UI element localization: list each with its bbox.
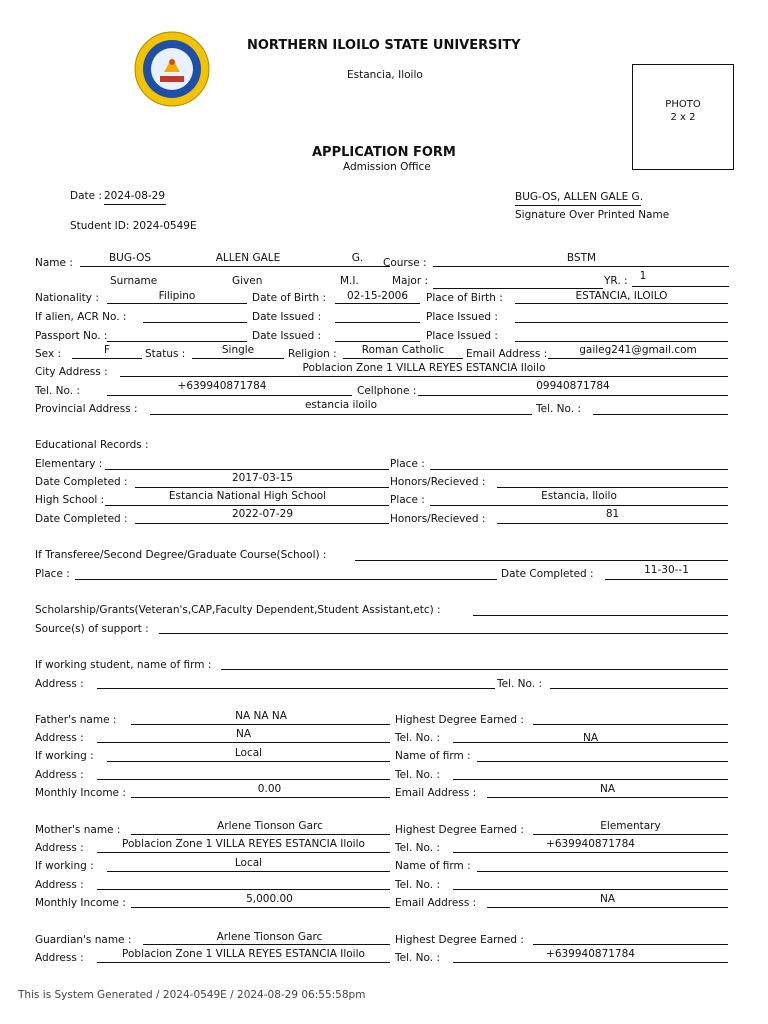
course-value: BSTM (566, 252, 597, 264)
email-value: gaileg241@gmail.com (579, 344, 697, 356)
nationality-label: Nationality : (35, 292, 99, 304)
mother-name-underline (131, 834, 390, 835)
passport-place-issued-label: Place Issued : (426, 330, 498, 342)
hs-completed-label: Date Completed : (35, 513, 128, 525)
major-label: Major : (392, 275, 429, 287)
mother-address2-underline (97, 889, 390, 890)
surname-caption: Surname (110, 275, 158, 287)
passport-underline (107, 341, 247, 342)
hs-honors-value: 81 (605, 508, 620, 520)
mother-address-value: Poblacion Zone 1 VILLA REYES ESTANCIA Iloilo (122, 838, 365, 850)
signature-label: Signature Over Printed Name (515, 209, 670, 221)
guardian-degree-label: Highest Degree Earned : (395, 934, 524, 946)
surname-value: BUG-OS (108, 252, 152, 264)
alien-underline (143, 322, 247, 323)
tel-underline (107, 395, 352, 396)
father-income-underline (131, 797, 390, 798)
father-email-underline (487, 797, 728, 798)
father-degree-underline (533, 724, 728, 725)
mother-income-value: 5,000.00 (246, 893, 293, 905)
transferee-completed-underline (605, 579, 728, 580)
father-email-value: NA (599, 783, 616, 795)
mother-address-underline (97, 852, 390, 853)
dob-value: 02-15-2006 (346, 290, 409, 302)
high-school-place-value: Estancia, Iloilo (541, 490, 617, 502)
guardian-name-label: Guardian's name : (35, 934, 132, 946)
guardian-tel-value: +639940871784 (546, 948, 635, 960)
mother-tel-label: Tel. No. : (395, 842, 440, 854)
university-seal (134, 28, 210, 110)
father-tel2-label: Tel. No. : (395, 769, 440, 781)
pob-value: ESTANCIA, ILOILO (575, 290, 668, 302)
transferee-place-underline (75, 579, 497, 580)
mother-degree-value: Elementary (600, 820, 661, 832)
religion-value: Roman Catholic (361, 344, 445, 356)
guardian-name-underline (143, 944, 390, 945)
cellphone-underline (418, 395, 728, 396)
yr-label: YR. : (604, 275, 628, 287)
guardian-name-value: Arlene Tionson Garc (216, 931, 323, 943)
provincial-address-label: Provincial Address : (35, 403, 138, 415)
mother-email-value: NA (599, 893, 616, 905)
sex-label: Sex : (35, 348, 62, 360)
student-id: Student ID: 2024-0549E (70, 220, 197, 232)
mother-tel-underline (453, 852, 728, 853)
high-school-label: High School : (35, 494, 105, 506)
mi-caption: M.I. (340, 275, 359, 287)
hs-completed-value: 2022-07-29 (231, 508, 294, 520)
city-address-value: Poblacion Zone 1 VILLA REYES ESTANCIA Iloilo (302, 362, 546, 374)
father-address2-label: Address : (35, 769, 84, 781)
transferee-underline (355, 560, 728, 561)
high-school-underline (105, 505, 389, 506)
university-location: Estancia, Iloilo (347, 69, 423, 81)
guardian-tel-underline (453, 962, 728, 963)
father-income-value: 0.00 (257, 783, 282, 795)
yr-underline (632, 286, 729, 287)
source-label: Source(s) of support : (35, 623, 149, 635)
yr-value: 1 (639, 270, 647, 282)
father-working-underline (107, 761, 390, 762)
date-underline (104, 204, 166, 205)
guardian-address-label: Address : (35, 952, 84, 964)
passport-date-issued-label: Date Issued : (252, 330, 322, 342)
mother-tel2-underline (453, 889, 728, 890)
mother-name-label: Mother's name : (35, 824, 121, 836)
name-underline (80, 266, 390, 267)
father-tel-underline (453, 742, 728, 743)
transferee-completed-label: Date Completed : (501, 568, 594, 580)
father-tel-value: NA (582, 732, 599, 744)
mother-working-value: Local (234, 857, 263, 869)
course-label: Course : (383, 257, 427, 269)
elementary-place-underline (430, 469, 728, 470)
elementary-place-label: Place : (390, 458, 425, 470)
guardian-degree-underline (533, 944, 728, 945)
mother-firm-underline (477, 871, 728, 872)
elem-honors-label: Honors/Recieved : (390, 476, 486, 488)
working-student-label: If working student, name of firm : (35, 659, 212, 671)
mother-degree-underline (533, 834, 728, 835)
father-email-label: Email Address : (395, 787, 477, 799)
high-school-place-underline (430, 505, 728, 506)
signature-underline (515, 205, 641, 206)
working-address-label: Address : (35, 678, 84, 690)
pob-underline (515, 303, 728, 304)
mother-income-underline (131, 907, 390, 908)
transferee-place-label: Place : (35, 568, 70, 580)
mi-value: G. (351, 252, 364, 264)
mother-working-label: If working : (35, 860, 94, 872)
sex-value: F (103, 344, 111, 356)
provincial-address-underline (150, 414, 532, 415)
photo-size: 2 x 2 (670, 112, 696, 123)
religion-label: Religion : (288, 348, 337, 360)
cellphone-value: 09940871784 (536, 380, 610, 392)
nationality-value: Filipino (158, 290, 196, 302)
father-tel2-underline (453, 779, 728, 780)
signature-name: BUG-OS, ALLEN GALE G. (515, 191, 644, 203)
father-firm-label: Name of firm : (395, 750, 471, 762)
hs-honors-label: Honors/Recieved : (390, 513, 486, 525)
nationality-underline (107, 303, 247, 304)
mother-email-underline (487, 907, 728, 908)
major-underline (433, 288, 603, 289)
father-address-underline (97, 742, 390, 743)
working-student-underline (221, 669, 728, 670)
source-underline (159, 633, 728, 634)
city-address-label: City Address : (35, 366, 108, 378)
given-caption: Given (232, 275, 263, 287)
alien-place-underline (515, 322, 728, 323)
mother-address2-label: Address : (35, 879, 84, 891)
education-heading: Educational Records : (35, 439, 149, 451)
high-school-place-label: Place : (390, 494, 425, 506)
father-address-value: NA (235, 728, 252, 740)
alien-date-underline (335, 322, 420, 323)
name-label: Name : (35, 257, 73, 269)
religion-underline (343, 358, 463, 359)
father-name-underline (131, 724, 390, 725)
provincial-tel-underline (593, 414, 728, 415)
mother-tel-value: +639940871784 (546, 838, 635, 850)
mother-firm-label: Name of firm : (395, 860, 471, 872)
status-value: Single (221, 344, 255, 356)
elem-honors-underline (497, 487, 728, 488)
mother-income-label: Monthly Income : (35, 897, 126, 909)
photo-label: PHOTO (665, 99, 701, 110)
form-title: APPLICATION FORM (312, 145, 456, 160)
guardian-address-underline (97, 962, 390, 963)
status-underline (192, 358, 284, 359)
mother-name-value: Arlene Tionson Garc (217, 820, 323, 832)
elementary-underline (105, 469, 389, 470)
given-value: ALLEN GALE (215, 252, 281, 264)
elementary-label: Elementary : (35, 458, 103, 470)
father-address2-underline (97, 779, 390, 780)
mother-address-label: Address : (35, 842, 84, 854)
tel-label: Tel. No. : (35, 385, 80, 397)
transferee-completed-value: 11-30--1 (644, 564, 689, 576)
father-tel-label: Tel. No. : (395, 732, 440, 744)
father-address-label: Address : (35, 732, 84, 744)
pob-label: Place of Birth : (426, 292, 503, 304)
photo-box (632, 64, 734, 170)
high-school-value: Estancia National High School (168, 490, 327, 502)
provincial-tel-label: Tel. No. : (536, 403, 581, 415)
father-working-value: Local (234, 747, 263, 759)
passport-place-underline (515, 341, 728, 342)
alien-date-issued-label: Date Issued : (252, 311, 322, 323)
transferee-label: If Transferee/Second Degree/Graduate Course(School) : (35, 549, 327, 561)
father-income-label: Monthly Income : (35, 787, 126, 799)
status-label: Status : (145, 348, 186, 360)
hs-completed-underline (135, 523, 389, 524)
father-name-label: Father's name : (35, 714, 117, 726)
father-name-value: NA NA NA (235, 710, 287, 722)
university-name: NORTHERN ILOILO STATE UNIVERSITY (247, 38, 521, 53)
alien-label: If alien, ACR No. : (35, 311, 127, 323)
dob-label: Date of Birth : (252, 292, 326, 304)
dob-underline (335, 303, 420, 304)
mother-tel2-label: Tel. No. : (395, 879, 440, 891)
city-address-underline (120, 376, 728, 377)
form-subtitle: Admission Office (343, 161, 431, 173)
working-tel-underline (550, 688, 728, 689)
guardian-address-value: Poblacion Zone 1 VILLA REYES ESTANCIA Iloilo (122, 948, 365, 960)
passport-date-underline (335, 341, 420, 342)
passport-label: Passport No. : (35, 330, 108, 342)
cellphone-label: Cellphone : (357, 385, 417, 397)
mother-degree-label: Highest Degree Earned : (395, 824, 524, 836)
guardian-tel-label: Tel. No. : (395, 952, 440, 964)
email-label: Email Address : (466, 348, 548, 360)
working-tel-label: Tel. No. : (497, 678, 542, 690)
course-underline (433, 266, 729, 267)
application-date: 2024-08-29 (104, 190, 166, 202)
sex-underline (72, 358, 142, 359)
father-working-label: If working : (35, 750, 94, 762)
mother-working-underline (107, 871, 390, 872)
scholarship-label: Scholarship/Grants(Veteran's,CAP,Faculty Dependent,Student Assistant,etc) : (35, 604, 441, 616)
scholarship-underline (473, 615, 728, 616)
elem-completed-label: Date Completed : (35, 476, 128, 488)
date-label: Date : (70, 190, 102, 202)
elem-completed-underline (135, 487, 389, 488)
father-degree-label: Highest Degree Earned : (395, 714, 524, 726)
working-address-underline (97, 688, 495, 689)
alien-place-issued-label: Place Issued : (426, 311, 498, 323)
email-underline (548, 358, 728, 359)
hs-honors-underline (497, 523, 728, 524)
system-footer: This is System Generated / 2024-0549E / 2024-08-29 06:55:58pm (18, 989, 366, 1001)
tel-value: +639940871784 (177, 380, 267, 392)
father-firm-underline (477, 761, 728, 762)
elem-completed-value: 2017-03-15 (231, 472, 294, 484)
mother-email-label: Email Address : (395, 897, 477, 909)
provincial-address-value: estancia iloilo (304, 399, 378, 411)
